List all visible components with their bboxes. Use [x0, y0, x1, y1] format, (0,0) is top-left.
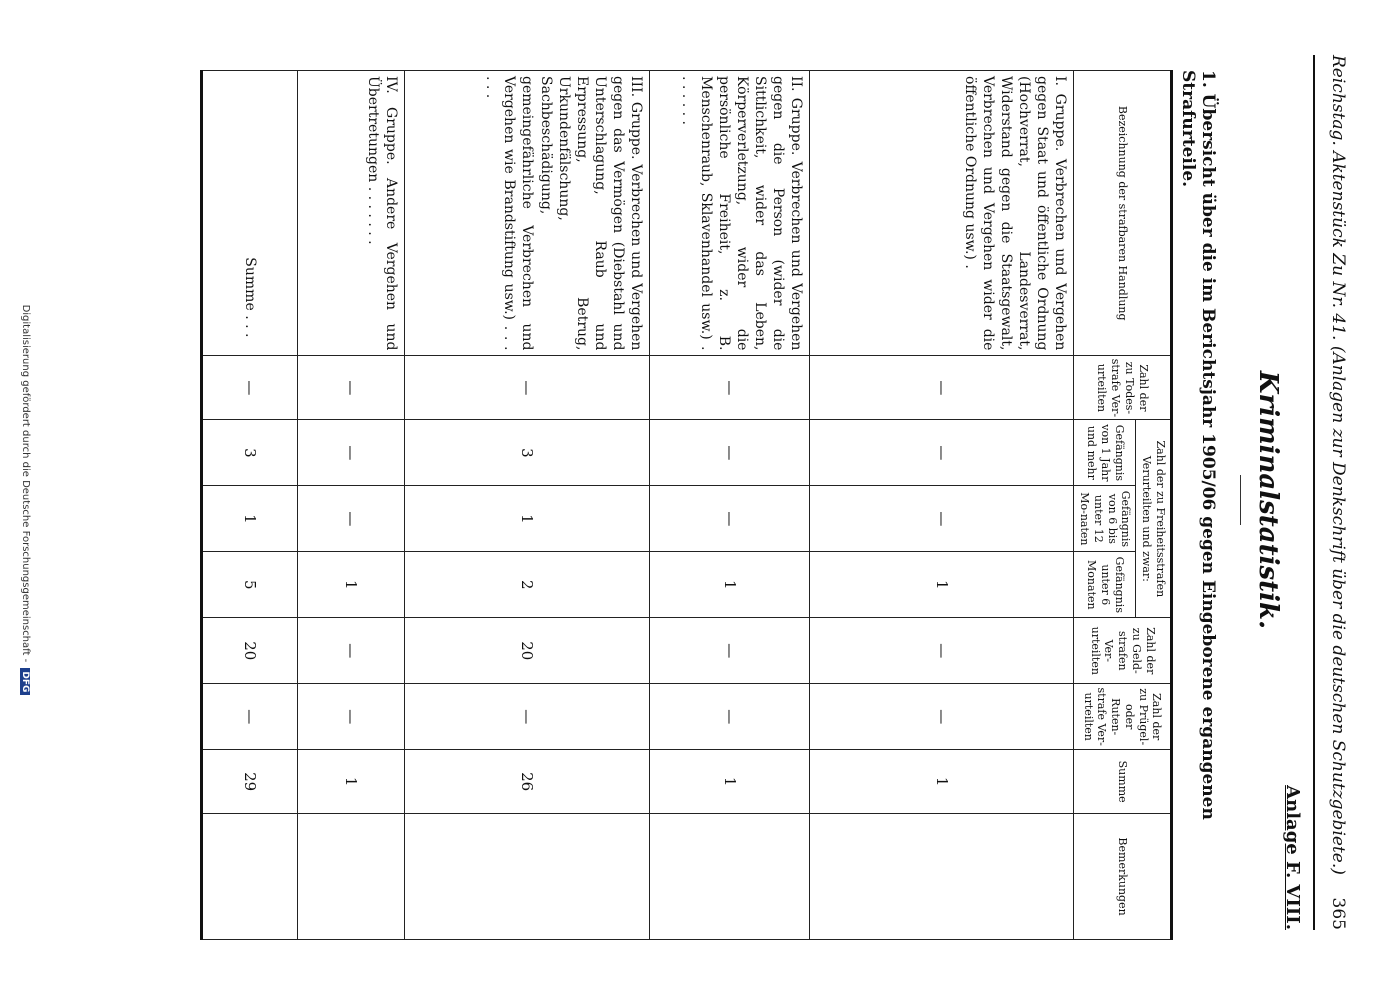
cell-remarks [810, 814, 1074, 940]
header-death-penalty: Zahl der zu Todes-strafe Ver-urteilten [1074, 356, 1172, 420]
row-description: III. Gruppe. Verbrechen und Vergehen gegen das Vermögen (Diebstahl und Unterschlagung, Raub und Erpressung, Betrug, Urkundenfälschung, Sachbeschädigung, gemeingefährliche Verbrechen und Vergehen wie Brandstiftung usw.) . . . . . . [405, 71, 650, 356]
cell-remarks [405, 814, 650, 940]
header-fines: Zahl der zu Geld-strafen Ver-urteilten [1074, 618, 1172, 684]
table-row [810, 71, 1074, 940]
cell-total: 1 [810, 750, 1074, 814]
cell-prison-1y: — [298, 420, 405, 486]
running-header [1320, 55, 1348, 930]
row-description: IV. Gruppe. Andere Vergehen und Übertretungen . . . . . . . [298, 71, 405, 356]
cell-fine: — [298, 618, 405, 684]
digitization-credit [20, 0, 31, 1000]
header-prison-under-6-months: Gefängnis unter 6 Monaten [1074, 552, 1136, 618]
cell-total: 1 [298, 750, 405, 814]
table-row [405, 71, 650, 940]
cell-remarks [298, 814, 405, 940]
cell-prison-6-12: — [650, 486, 810, 552]
cell-fine: 20 [405, 618, 650, 684]
annex-label: Anlage F. VIII. [1282, 785, 1303, 930]
table-row [650, 71, 810, 940]
cell-fine: — [650, 618, 810, 684]
cell-prison-under6: 1 [298, 552, 405, 618]
cell-death: — [650, 356, 810, 420]
cell-total: 26 [405, 750, 650, 814]
cell-prison-6-12: — [810, 486, 1074, 552]
crime-statistics-table [201, 70, 1174, 940]
cell-flogging: — [650, 684, 810, 750]
cell-prison-6-12: — [298, 486, 405, 552]
cell-flogging: — [810, 684, 1074, 750]
cell-prison-6-12: 1 [405, 486, 650, 552]
sum-label: Summe . . . [202, 71, 298, 356]
cell-flogging: — [202, 684, 298, 750]
table-row [298, 71, 405, 940]
page-number: 365 [1328, 897, 1348, 930]
cell-prison-1y: — [810, 420, 1074, 486]
title-rule [1240, 475, 1241, 525]
cell-death: — [405, 356, 650, 420]
cell-death: — [298, 356, 405, 420]
cell-death: — [202, 356, 298, 420]
cell-prison-under6: 1 [650, 552, 810, 618]
page-title: Kriminalstatistik. [1253, 370, 1283, 630]
cell-fine: 20 [202, 618, 298, 684]
cell-death: — [810, 356, 1074, 420]
document-reference: Reichstag. Aktenstück Zu Nr. 41. (Anlagen zur Denkschrift über die deutschen Schutzgebiete.) [1328, 55, 1348, 875]
cell-prison-under6: 1 [810, 552, 1074, 618]
cell-prison-1y: — [650, 420, 810, 486]
header-prison-1-year: Gefängnis von 1 Jahr und mehr [1074, 420, 1136, 486]
cell-total: 1 [650, 750, 810, 814]
cell-flogging: — [298, 684, 405, 750]
cell-total: 29 [202, 750, 298, 814]
header-remarks: Bemerkungen [1074, 814, 1172, 940]
cell-prison-6-12: 1 [202, 486, 298, 552]
table-row-sum [202, 71, 298, 940]
cell-fine: — [810, 618, 1074, 684]
cell-flogging: — [405, 684, 650, 750]
cell-prison-1y: 3 [202, 420, 298, 486]
cell-prison-1y: 3 [405, 420, 650, 486]
header-prison-6-12-months: Gefängnis von 6 bis unter 12 Mo-naten [1074, 486, 1136, 552]
header-flogging: Zahl der zu Prügel- oder Ruten-strafe Ver-urteilten [1074, 684, 1172, 750]
table-caption: 1. Übersicht über die im Berichtsjahr 1905/06 gegen Eingeborene ergangenen Strafurteile. [1178, 70, 1218, 820]
header-description: Bezeichnung der strafbaren Handlung [1074, 71, 1172, 356]
cell-remarks [650, 814, 810, 940]
header-imprisonment-group: Zahl der zu Freiheitsstrafen Verurteilten und zwar: [1136, 420, 1172, 618]
row-description: I. Gruppe. Verbrechen und Vergehen gegen Staat und öffentliche Ordnung (Hochverrat, Landesverrat, Widerstand gegen die Staatsgewalt, Verbrechen und Vergehen wider die öffentliche Ordnung usw.) . [810, 71, 1074, 356]
row-description: II. Gruppe. Verbrechen und Vergehen gegen die Person (wider die Sittlichkeit, wider das Leben, Körperverletzung, wider die persönliche Freiheit, z. B. Menschenraub, Sklavenhandel usw.) . . . . . . . [650, 71, 810, 356]
dfg-logo: DFG [20, 668, 30, 695]
cell-remarks [202, 814, 298, 940]
header-rule [1313, 55, 1315, 930]
cell-prison-under6: 2 [405, 552, 650, 618]
header-total: Summe [1074, 750, 1172, 814]
cell-prison-under6: 5 [202, 552, 298, 618]
credit-text: Digitalisierung gefördert durch die Deutsche Forschungsgemeinschaft - [20, 304, 31, 663]
